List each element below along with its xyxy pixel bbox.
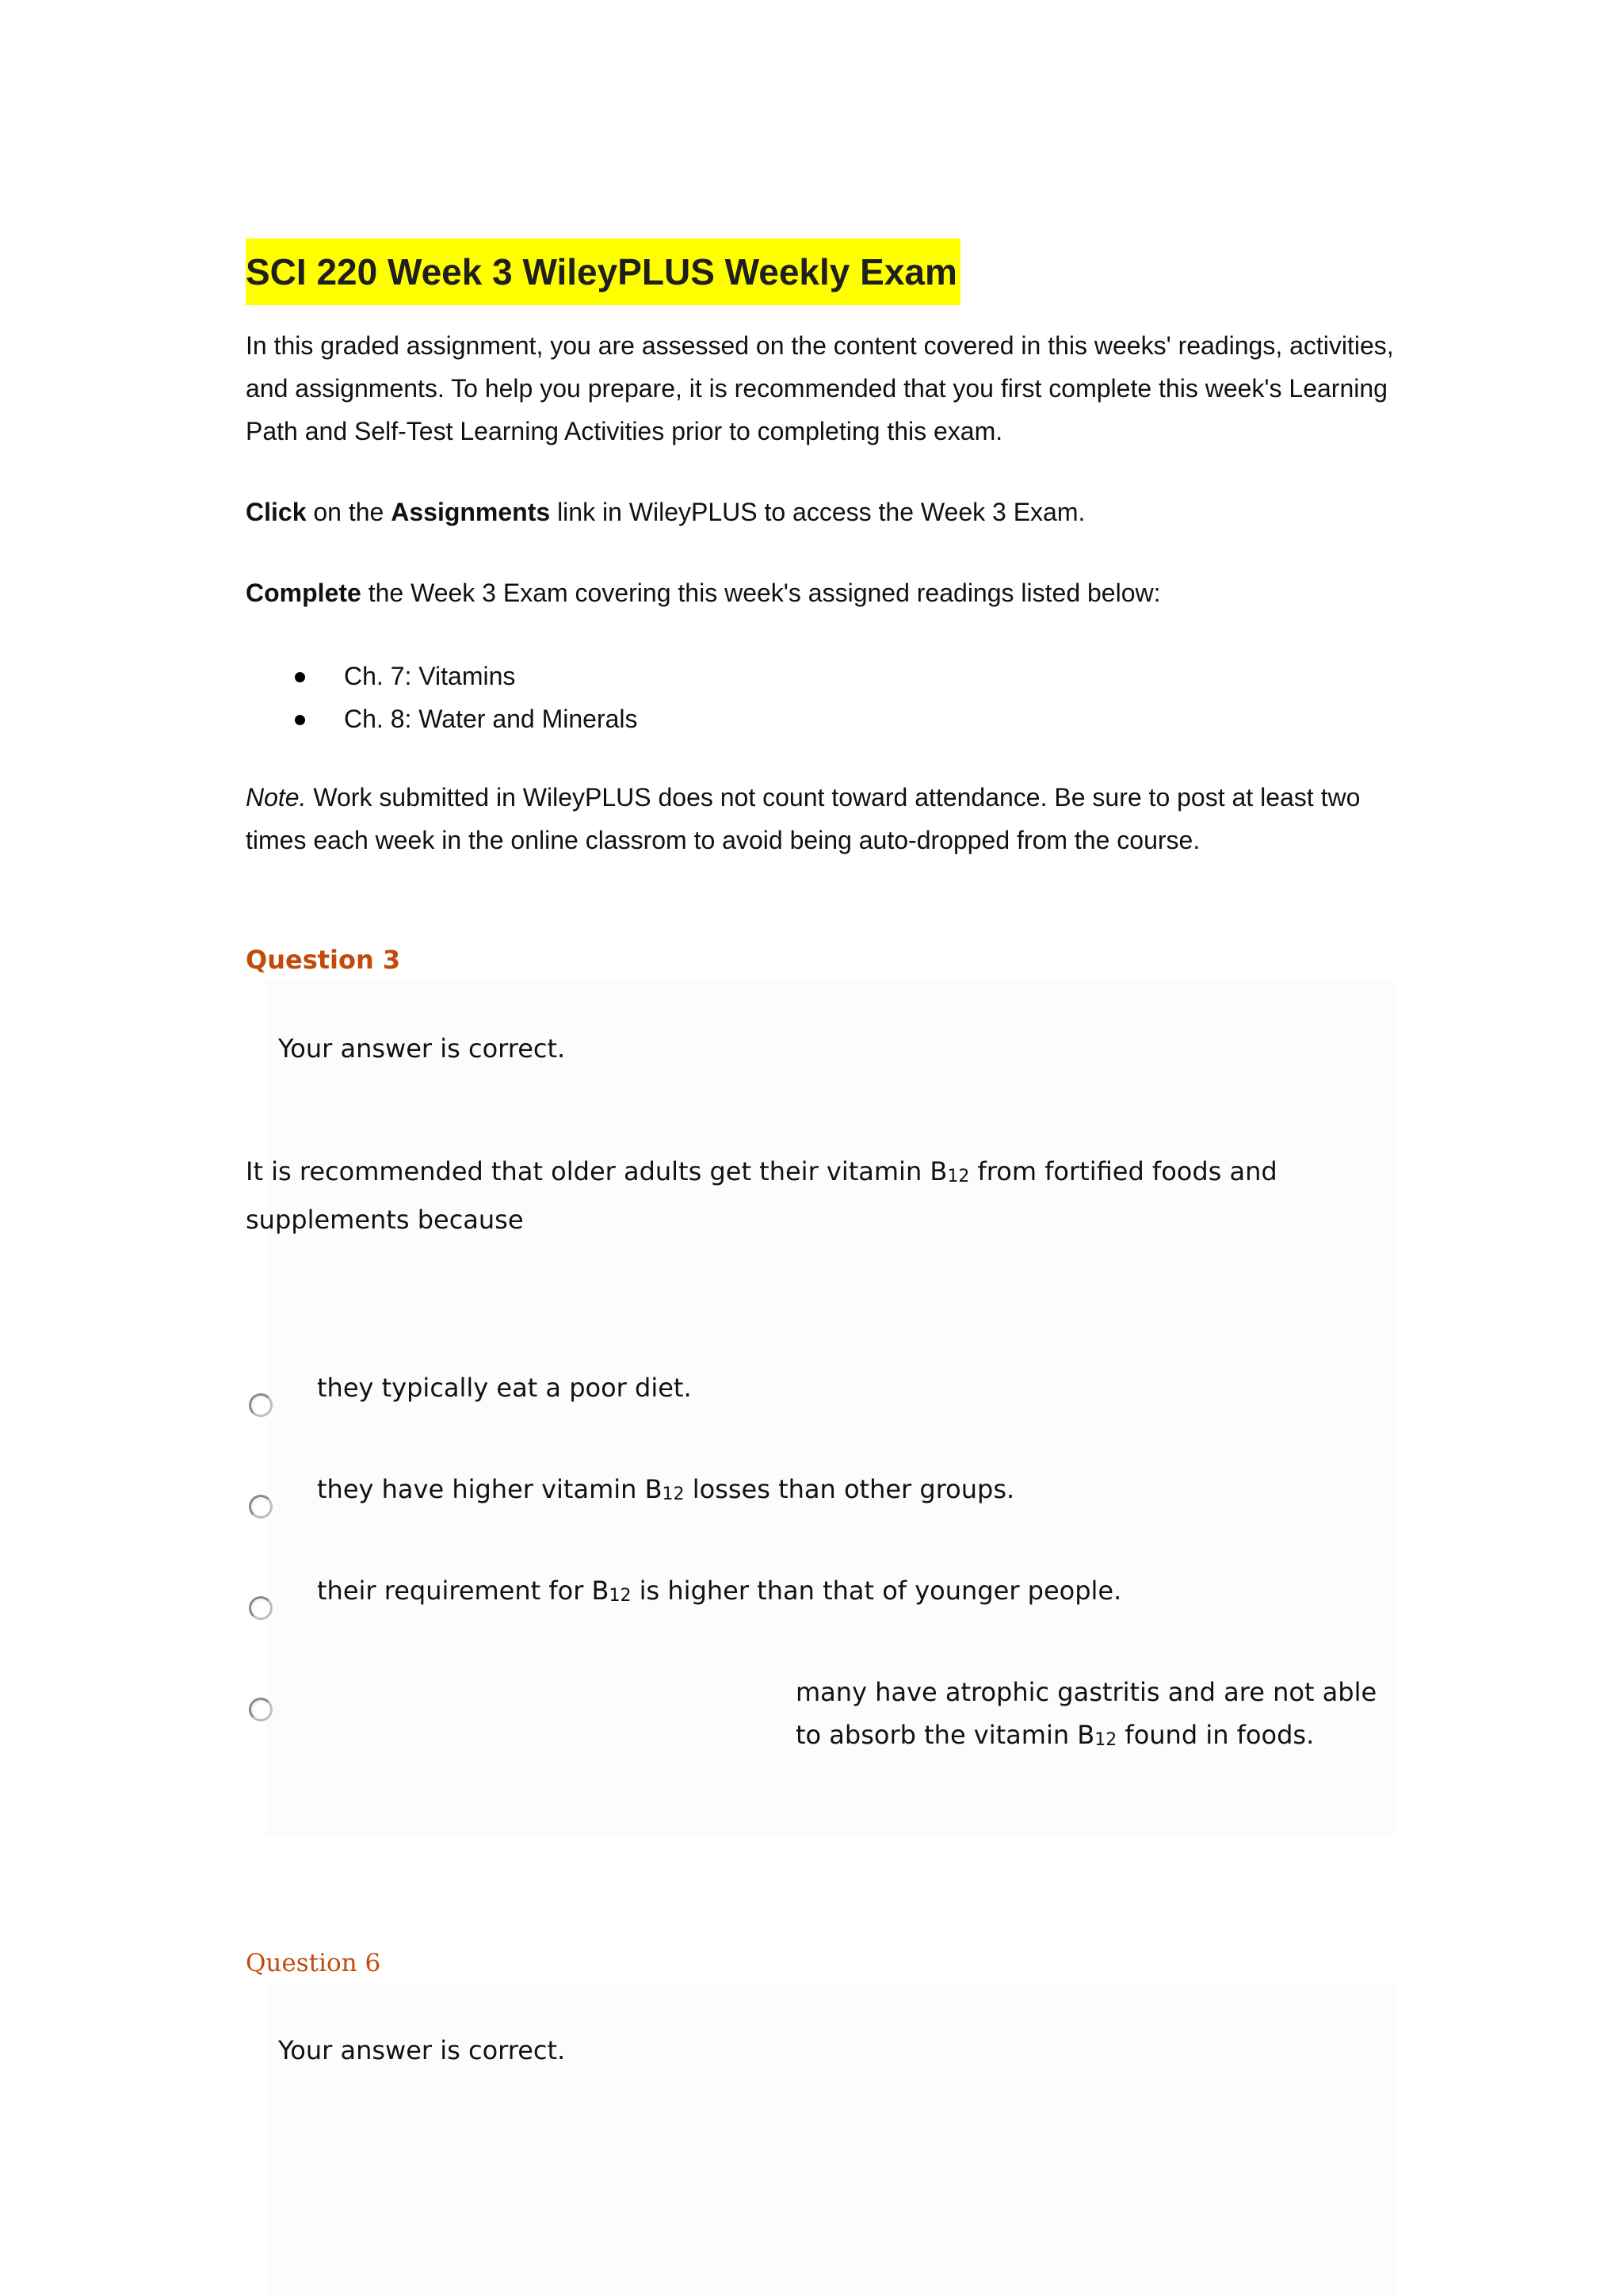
prompt-text-a: It is recommended that older adults get their vitamin B [246, 1156, 948, 1186]
option-4-radio[interactable] [249, 1698, 273, 1721]
option-3-label [317, 1569, 1121, 1618]
click-instruction [246, 491, 1395, 533]
list-item [246, 655, 1355, 697]
answer-status: Your answer is correct. [278, 1033, 566, 1064]
option-text: they typically eat a poor diet. [317, 1373, 692, 1403]
note-paragraph [246, 776, 1395, 861]
complete-lead: Complete [246, 579, 361, 607]
question-6-heading: Question 6 [246, 1949, 381, 1977]
option-1-radio[interactable] [249, 1393, 273, 1417]
note-text: Work submitted in WileyPLUS does not count toward attendance. Be sure to post at least two times each week in the online classrom to avoid being auto-dropped from the course. [246, 783, 1361, 854]
option-text-tail: found in foods. [1117, 1720, 1315, 1750]
reading-label: Ch. 7: Vitamins [344, 662, 516, 690]
option-text: many have atrophic gastritis and are not able to absorb the vitamin B [796, 1677, 1377, 1750]
bullet-icon [295, 672, 305, 682]
option-text: they have higher vitamin B [317, 1474, 663, 1504]
option-text-tail: losses than other groups. [684, 1474, 1015, 1504]
option-1-label [317, 1366, 692, 1409]
list-item [246, 697, 1355, 740]
option-text: their requirement for B [317, 1576, 609, 1606]
option-2-radio[interactable] [249, 1495, 273, 1519]
option-subscript: 12 [609, 1586, 632, 1606]
page-title: SCI 220 Week 3 WileyPLUS Weekly Exam [246, 239, 960, 305]
question-3-heading: Question 3 [246, 945, 401, 975]
answer-status: Your answer is correct. [278, 2035, 566, 2065]
click-tail: link in WileyPLUS to access the Week 3 Exam. [550, 498, 1086, 526]
complete-instruction [246, 571, 1395, 614]
option-subscript: 12 [1094, 1730, 1117, 1750]
note-lead: Note. [246, 783, 307, 812]
option-text-tail: is higher than that of younger people. [631, 1576, 1122, 1606]
readings-list [246, 655, 1355, 740]
option-subscript: 12 [662, 1484, 685, 1504]
intro-paragraph: In this graded assignment, you are assessed on the content covered in this weeks' readings, activities, and assignments. To help you prepare, it is recommended that you first complete this week's Learning Path and Self-Test Learning Activities prior to completing this exam. [246, 331, 1394, 445]
reading-label: Ch. 8: Water and Minerals [344, 705, 638, 733]
prompt-text-b: from fortified foods and supplements because [246, 1156, 1277, 1235]
bullet-icon [295, 715, 305, 725]
option-3-radio[interactable] [249, 1596, 273, 1620]
click-lead: Click [246, 498, 307, 526]
question-3-prompt [246, 1150, 1308, 1241]
click-mid: on the [306, 498, 391, 526]
assignments-link-label: Assignments [391, 498, 551, 526]
option-2-label [317, 1468, 1014, 1516]
option-4-label [796, 1671, 1398, 1762]
prompt-subscript: 12 [947, 1167, 970, 1186]
complete-tail: the Week 3 Exam covering this week's assigned readings listed below: [361, 579, 1161, 607]
